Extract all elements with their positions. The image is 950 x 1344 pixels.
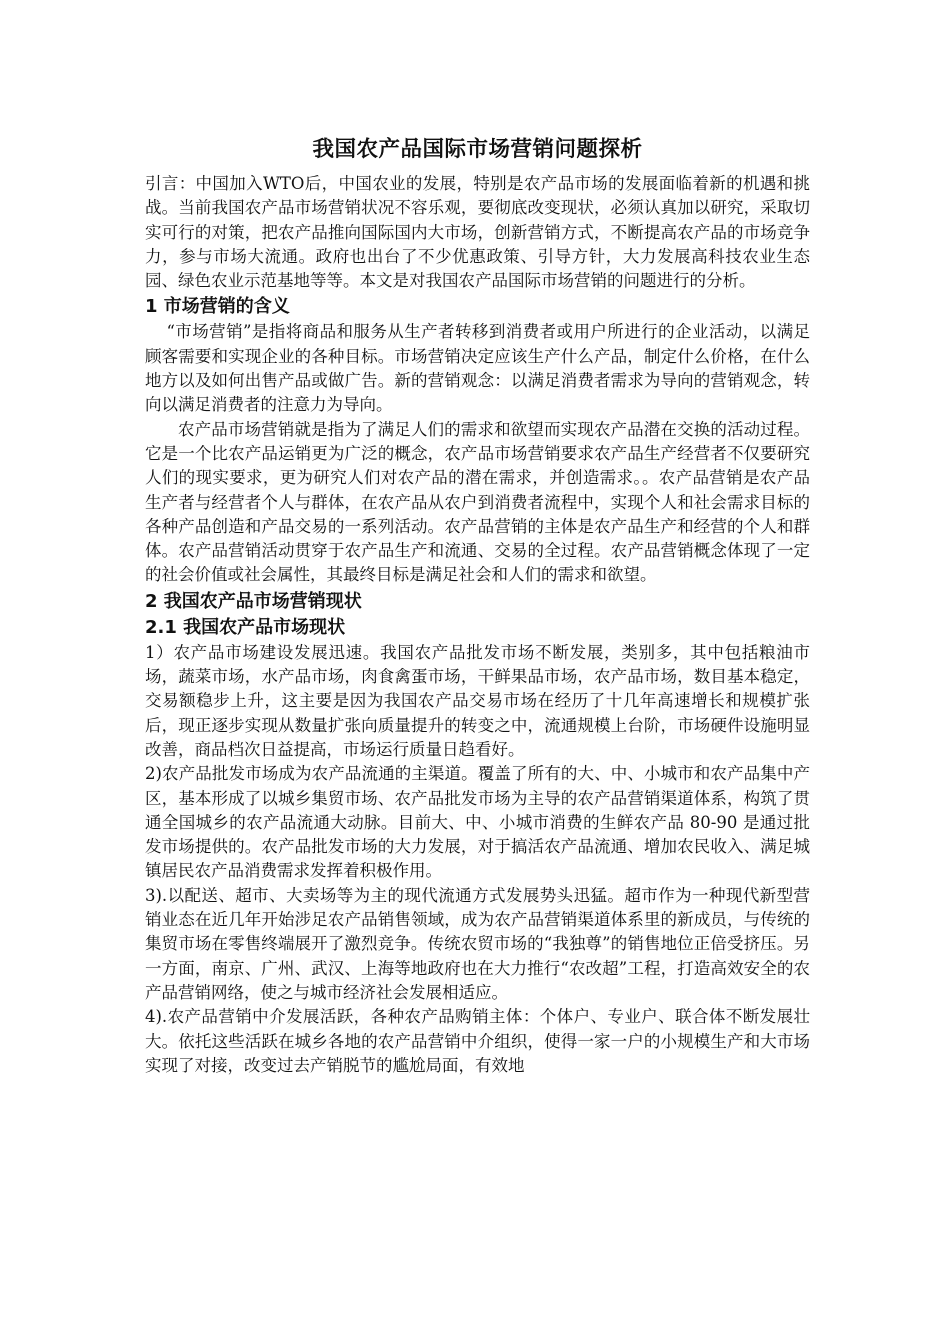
- section-2-1-heading: 2.1 我国农产品市场现状: [145, 616, 346, 638]
- section-1-heading: 1 市场营销的含义: [145, 296, 290, 318]
- list-item: 1）农产品市场建设发展迅速。我国农产品批发市场不断发展，类别多，其中包括粮油市场，蔬菜市场，水产品市场，肉食禽蛋市场，干鲜果品市场，农产品市场，数目基本稳定，交易额稳步上升，这主要是因为我国农产品交易市场在经历了十几年高速增长和规模扩张后，现正逐步实现从数量扩张向质量提升的转变之中，流通规模上台阶，市场硬件设施明显改善，商品档次日益提高，市场运行质量日趋看好。: [145, 642, 810, 759]
- list-item: 3).以配送、超市、大卖场等为主的现代流通方式发展势头迅猛。超市作为一种现代新型营销业态在近几年开始涉足农产品销售领域，成为农产品营销渠道体系里的新成员，与传统的集贸市场在零售终端展开了激烈竞争。传统农贸市场的“我独尊”的销售地位正倍受挤压。另一方面，南京、广州、武汉、上海等地政府也在大力推行“农改超”工程，打造高效安全的农产品营销网络，使之与城市经济社会发展相适应。: [145, 885, 810, 1002]
- document-page: [145, 130, 810, 1078]
- section-1-paragraph-1: “市场营销”是指将商品和服务从生产者转移到消费者或用户所进行的企业活动，以满足顾客需要和实现企业的各种目标。市场营销决定应该生产什么产品，制定什么价格，在什么地方以及如何出售产品或做广告。新的营销观念：以满足消费者需求为导向的营销观念，转向以满足消费者的注意力为导向。: [145, 322, 810, 415]
- document-title: 我国农产品国际市场营销问题探析: [312, 137, 643, 162]
- list-item: 2)农产品批发市场成为农产品流通的主渠道。覆盖了所有的大、中、小城市和农产品集中产区，基本形成了以城乡集贸市场、农产品批发市场为主导的农产品营销渠道体系，构筑了贯通全国城乡的农产品流通大动脉。目前大、中、小城市消费的生鲜农产品 80-90 是通过批发市场提供的。农产品批发市场的大力发展，对于搞活农产品流通、增加农民收入、满足城镇居民农产品消费需求发挥着积极作用。: [145, 764, 810, 881]
- list-item: 4).农产品营销中介发展活跃，各种农产品购销主体：个体户、专业户、联合体不断发展壮大。依托这些活跃在城乡各地的农产品营销中介组织，使得一家一户的小规模生产和大市场实现了对接，改变过去产销脱节的尴尬局面，有效地: [145, 1007, 810, 1075]
- section-2-heading: 2 我国农产品市场营销现状: [145, 590, 362, 612]
- section-1-paragraph-2: 农产品市场营销就是指为了满足人们的需求和欲望而实现农产品潜在交换的活动过程。它是一个比农产品运销更为广泛的概念，农产品市场营销要求农产品生产经营者不仅要研究人们的现实要求，更为研究人们对农产品的潜在需求，并创造需求。。农产品营销是农产品生产者与经营者个人与群体，在农产品从农户到消费者流程中，实现个人和社会需求目标的各种产品创造和产品交易的一系列活动。农产品营销的主体是农产品生产和经营的个人和群体。农产品营销活动贯穿于农产品生产和流通、交易的全过程。农产品营销概念体现了一定的社会价值或社会属性，其最终目标是满足社会和人们的需求和欲望。: [145, 419, 810, 585]
- intro-paragraph: 引言：中国加入WTO后，中国农业的发展，特别是农产品市场的发展面临着新的机遇和挑战。当前我国农产品市场营销状况不容乐观，要彻底改变现状，必须认真加以研究，采取切实可行的对策，把农产品推向国际国内大市场，创新营销方式，不断提高农产品的市场竞争力，参与市场大流通。政府也出台了不少优惠政策、引导方针，大力发展高科技农业生态园、绿色农业示范基地等等。本文是对我国农产品国际市场营销的问题进行的分析。: [145, 174, 810, 291]
